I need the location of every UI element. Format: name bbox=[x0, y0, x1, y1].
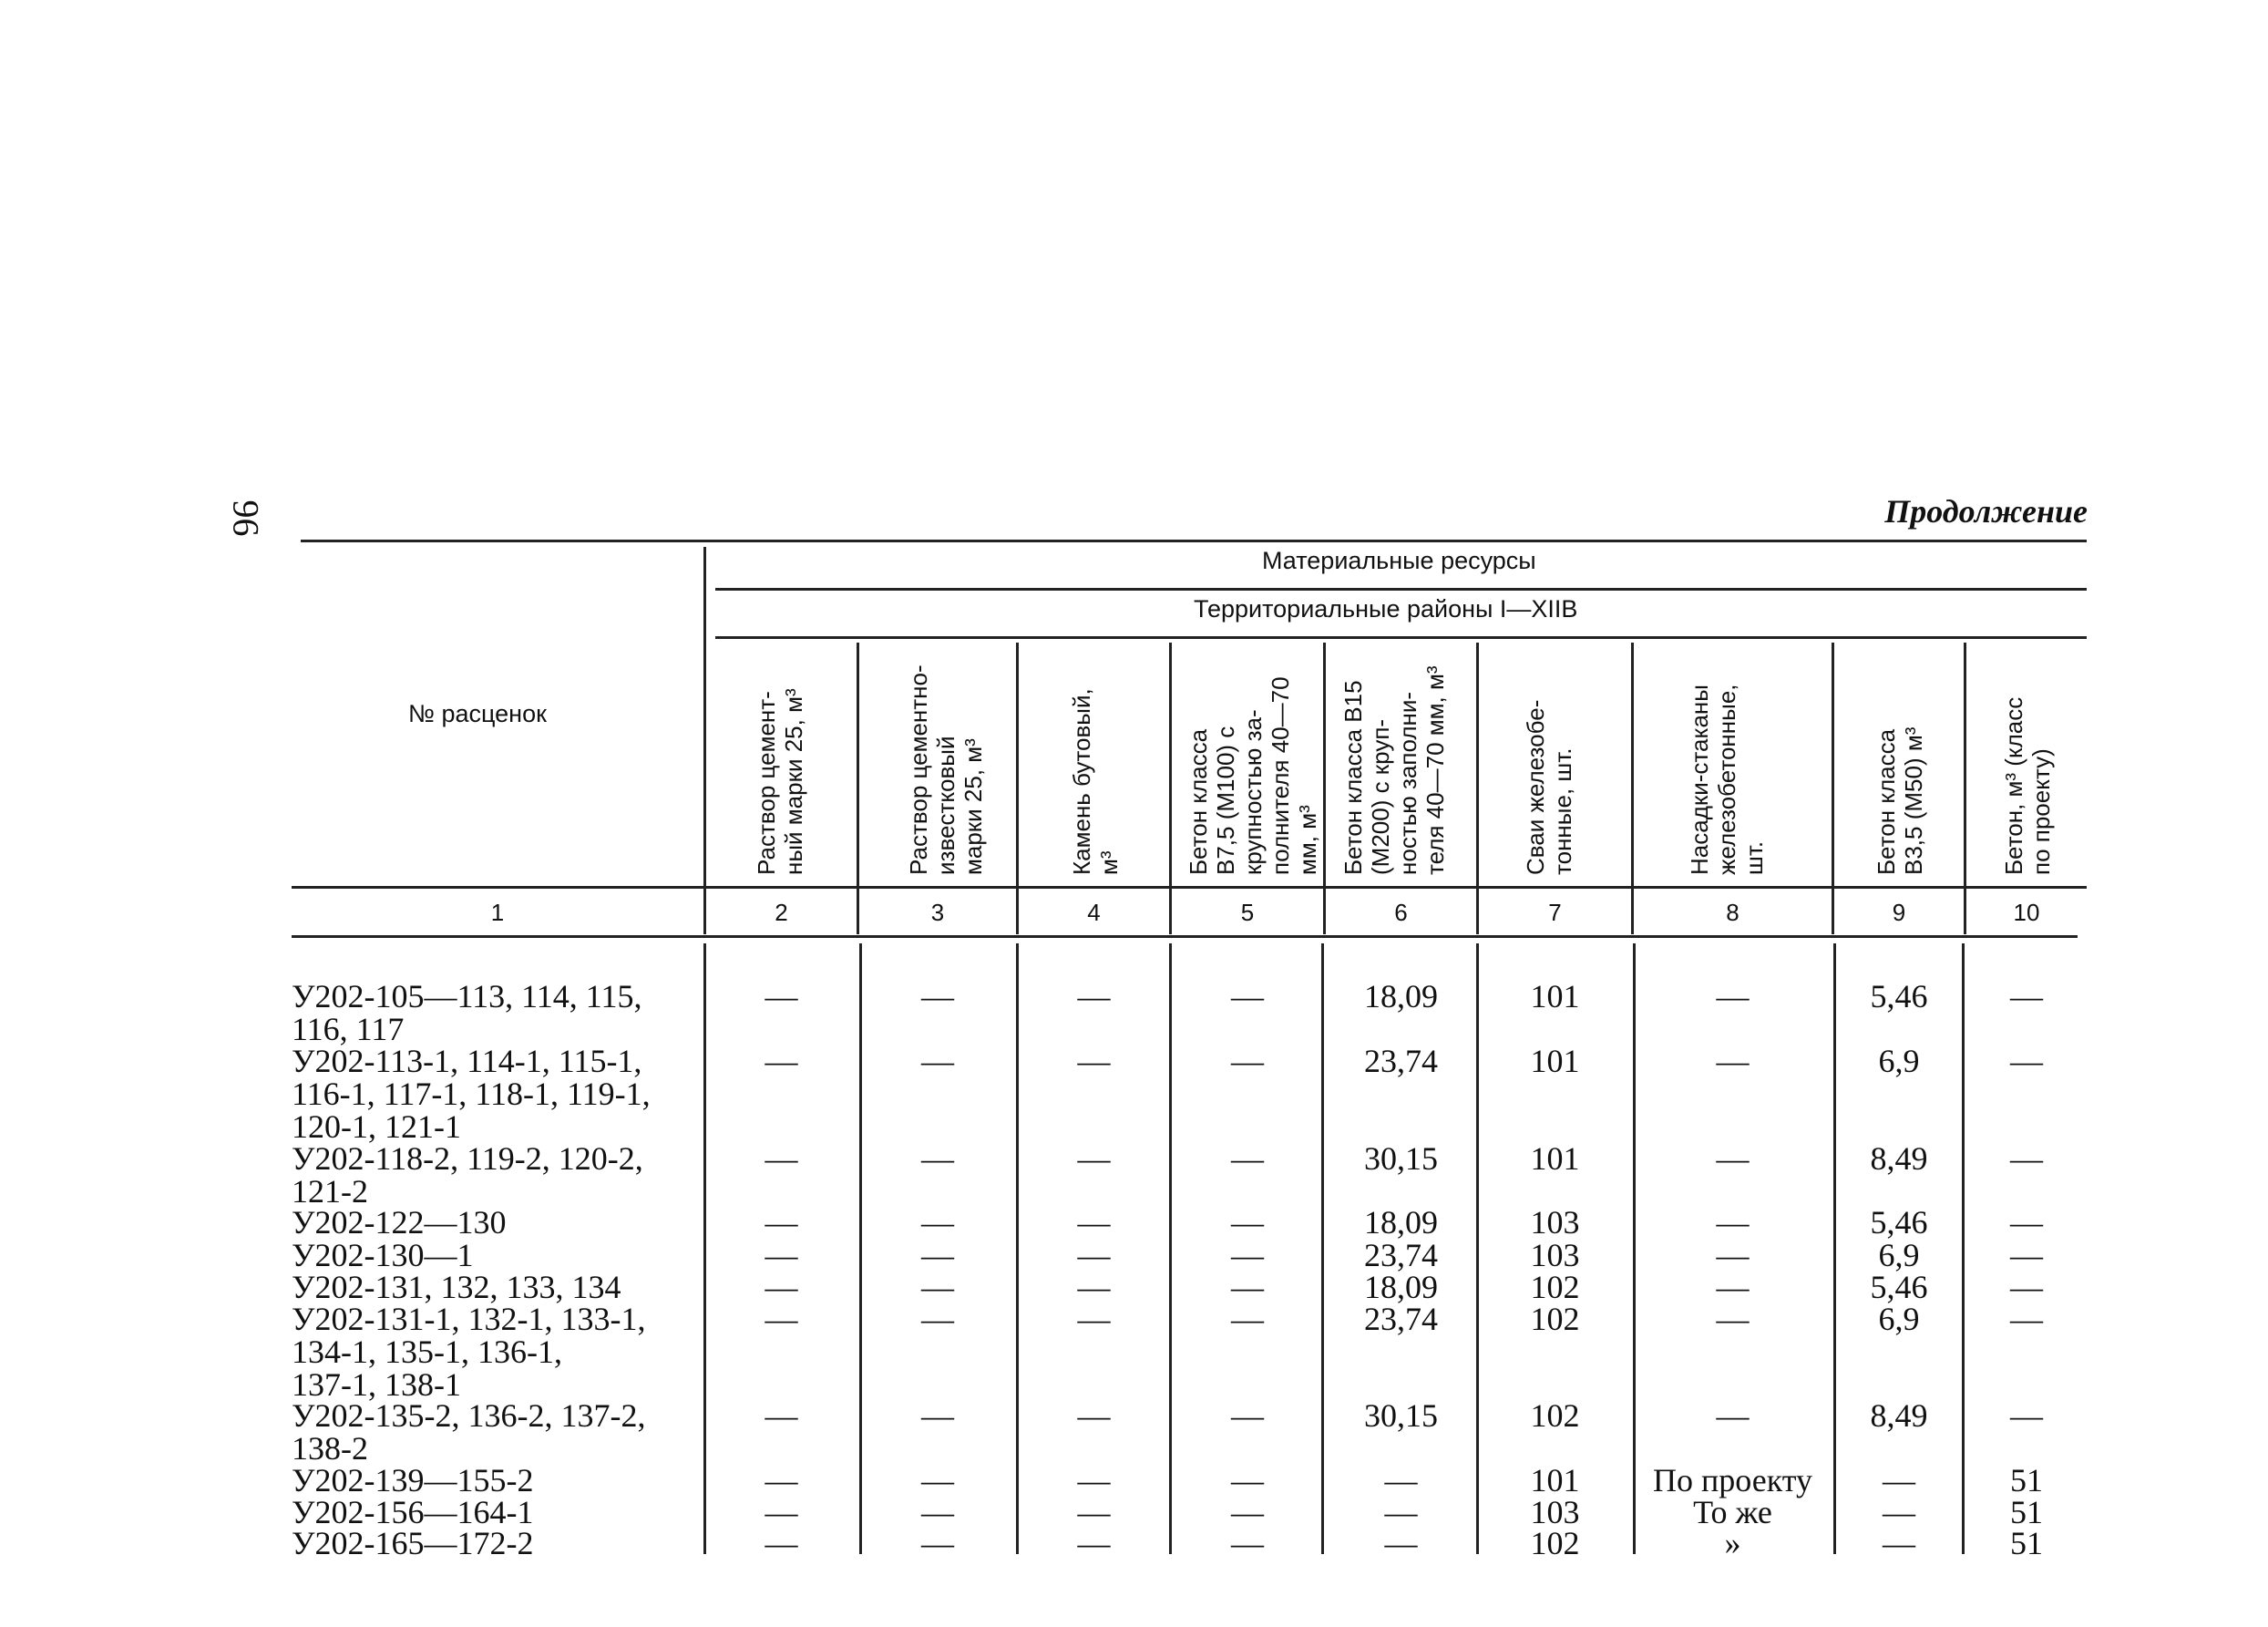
col-number-3: 3 bbox=[930, 899, 945, 926]
rate-code: У202-105—113, 114, 115, 116, 117 bbox=[292, 978, 642, 1047]
cell-c3: — bbox=[921, 1462, 954, 1498]
col-header-10: Бетон, м³ (класс по проекту) bbox=[2000, 696, 2055, 875]
cell-c7: 101 bbox=[1530, 1140, 1580, 1177]
continued-label: Продолжение bbox=[1884, 493, 2088, 530]
cell-c5: — bbox=[1231, 1269, 1264, 1305]
cell-c8: — bbox=[1716, 1237, 1750, 1273]
header-divider-1 bbox=[703, 547, 706, 934]
cell-c2: — bbox=[765, 1269, 798, 1305]
col-header-2: Раствор цемент- ный марки 25, м³ bbox=[753, 688, 807, 875]
col-number-6: 6 bbox=[1394, 899, 1408, 926]
cell-c10: 51 bbox=[2010, 1494, 2043, 1530]
rate-code: У202-113-1, 114-1, 115-1, 116-1, 117-1, 118-1, 119-1, 120-1, 121-1 bbox=[292, 1043, 651, 1145]
cell-c8: — bbox=[1716, 1301, 1750, 1337]
cell-c5: — bbox=[1231, 1494, 1264, 1530]
cell-c10: — bbox=[2010, 978, 2043, 1014]
cell-c9: 6,9 bbox=[1878, 1043, 1920, 1079]
cell-c4: — bbox=[1077, 1140, 1111, 1177]
cell-c9: — bbox=[1883, 1525, 1915, 1561]
col-header-9: Бетон класса В3,5 (М50) м³ bbox=[1873, 726, 1927, 875]
col-number-5: 5 bbox=[1240, 899, 1255, 926]
cell-c4: — bbox=[1077, 1525, 1111, 1561]
cell-c8: — bbox=[1716, 1397, 1750, 1434]
header-divider-4 bbox=[1169, 643, 1172, 934]
cell-c6: 30,15 bbox=[1364, 1140, 1438, 1177]
column-number-rule bbox=[292, 935, 2078, 938]
col-header-5: Бетон класса B7,5 (М100) с крупностью за- полнителя 40—70 мм, м³ bbox=[1185, 676, 1321, 875]
cell-c10: — bbox=[2010, 1237, 2043, 1273]
cell-c9: 5,46 bbox=[1870, 1204, 1928, 1241]
cell-c5: — bbox=[1231, 1043, 1264, 1079]
cell-c8: — bbox=[1716, 1043, 1750, 1079]
cell-c4: — bbox=[1077, 1204, 1111, 1241]
cell-c4: — bbox=[1077, 1237, 1111, 1273]
cell-c7: 103 bbox=[1530, 1494, 1580, 1530]
material-resources-rule bbox=[715, 588, 2087, 591]
cell-c6: 18,09 bbox=[1364, 978, 1438, 1014]
rate-code: У202-131-1, 132-1, 133-1, 134-1, 135-1, 136-1, 137-1, 138-1 bbox=[292, 1301, 646, 1403]
cell-c2: — bbox=[765, 1301, 798, 1337]
cell-c5: — bbox=[1231, 1237, 1264, 1273]
cell-c7: 102 bbox=[1530, 1525, 1580, 1561]
rate-code: У202-135-2, 136-2, 137-2, 138-2 bbox=[292, 1397, 646, 1467]
cell-c2: — bbox=[765, 1043, 798, 1079]
cell-c7: 102 bbox=[1530, 1301, 1580, 1337]
cell-c10: 51 bbox=[2010, 1525, 2043, 1561]
header-territorial-districts: Территориальные районы I—XIIВ bbox=[1194, 595, 1578, 623]
cell-c2: — bbox=[765, 1140, 798, 1177]
column-header-rule bbox=[292, 886, 2087, 889]
cell-c6: 18,09 bbox=[1364, 1204, 1438, 1241]
cell-c2: — bbox=[765, 1237, 798, 1273]
cell-c10: — bbox=[2010, 1269, 2043, 1305]
page-number: 96 bbox=[225, 499, 267, 537]
rate-code: У202-130—1 bbox=[292, 1237, 474, 1273]
header-divider-8 bbox=[1832, 643, 1834, 934]
cell-c8: — bbox=[1716, 978, 1750, 1014]
cell-c2: — bbox=[765, 978, 798, 1014]
cell-c5: — bbox=[1231, 1204, 1264, 1241]
cell-c10: — bbox=[2010, 1043, 2043, 1079]
cell-c3: — bbox=[921, 1237, 954, 1273]
cell-c4: — bbox=[1077, 978, 1111, 1014]
header-rate-numbers: № расценок bbox=[408, 700, 547, 727]
cell-c10: — bbox=[2010, 1140, 2043, 1177]
rate-code: У202-156—164-1 bbox=[292, 1494, 534, 1530]
col-number-7: 7 bbox=[1548, 899, 1562, 926]
col-number-4: 4 bbox=[1087, 899, 1101, 926]
header-divider-3 bbox=[1016, 643, 1019, 934]
col-number-2: 2 bbox=[775, 899, 788, 926]
cell-c10: — bbox=[2010, 1397, 2043, 1434]
cell-c7: 103 bbox=[1530, 1237, 1580, 1273]
cell-c9: — bbox=[1883, 1494, 1915, 1530]
cell-c6: 30,15 bbox=[1364, 1397, 1438, 1434]
cell-c7: 101 bbox=[1530, 1462, 1580, 1498]
cell-c6: 23,74 bbox=[1364, 1301, 1438, 1337]
cell-c6: — bbox=[1384, 1462, 1418, 1498]
rate-code: У202-118-2, 119-2, 120-2, 121-2 bbox=[292, 1140, 643, 1210]
header-divider-6 bbox=[1476, 643, 1479, 934]
header-divider-9 bbox=[1964, 643, 1966, 934]
cell-c3: — bbox=[921, 1140, 954, 1177]
cell-c5: — bbox=[1231, 1397, 1264, 1434]
cell-c4: — bbox=[1077, 1043, 1111, 1079]
cell-c3: — bbox=[921, 978, 954, 1014]
col-number-8: 8 bbox=[1726, 899, 1739, 926]
header-divider-5 bbox=[1323, 643, 1326, 934]
rate-code: У202-122—130 bbox=[292, 1204, 507, 1241]
cell-c2: — bbox=[765, 1525, 798, 1561]
cell-c7: 102 bbox=[1530, 1397, 1580, 1434]
cell-c4: — bbox=[1077, 1462, 1111, 1498]
col-header-4: Камень бутовый, м³ bbox=[1068, 688, 1123, 875]
cell-c4: — bbox=[1077, 1494, 1111, 1530]
cell-c3: — bbox=[921, 1269, 954, 1305]
col-header-8: Насадки-стаканы железобетонные, шт. bbox=[1686, 684, 1768, 875]
cell-c2: — bbox=[765, 1397, 798, 1434]
cell-c6: 23,74 bbox=[1364, 1237, 1438, 1273]
cell-c3: — bbox=[921, 1397, 954, 1434]
cell-c5: — bbox=[1231, 1140, 1264, 1177]
cell-c3: — bbox=[921, 1301, 954, 1337]
cell-c9: 8,49 bbox=[1870, 1140, 1928, 1177]
cell-c4: — bbox=[1077, 1397, 1111, 1434]
col-number-10: 10 bbox=[2013, 899, 2040, 926]
cell-c4: — bbox=[1077, 1269, 1111, 1305]
cell-c8: — bbox=[1716, 1269, 1750, 1305]
rate-code: У202-165—172-2 bbox=[292, 1525, 534, 1561]
header-divider-7 bbox=[1631, 643, 1634, 934]
cell-c7: 103 bbox=[1530, 1204, 1580, 1241]
rate-code: У202-131, 132, 133, 134 bbox=[292, 1269, 621, 1305]
header-divider-2 bbox=[857, 643, 859, 934]
cell-c8: — bbox=[1716, 1140, 1750, 1177]
cell-c5: — bbox=[1231, 1462, 1264, 1498]
cell-c7: 101 bbox=[1530, 978, 1580, 1014]
cell-c6: 18,09 bbox=[1364, 1269, 1438, 1305]
cell-c10: — bbox=[2010, 1204, 2043, 1241]
cell-c3: — bbox=[921, 1494, 954, 1530]
cell-c5: — bbox=[1231, 1301, 1264, 1337]
cell-c6: — bbox=[1384, 1494, 1418, 1530]
header-material-resources: Материальные ресурсы bbox=[1262, 547, 1536, 574]
cell-c9: 6,9 bbox=[1878, 1301, 1920, 1337]
col-number-1: 1 bbox=[490, 899, 505, 926]
cell-c4: — bbox=[1077, 1301, 1111, 1337]
cell-c7: 102 bbox=[1530, 1269, 1580, 1305]
cell-c8: » bbox=[1724, 1525, 1741, 1561]
cell-c9: 8,49 bbox=[1870, 1397, 1928, 1434]
col-header-6: Бетон класса В15 (М200) с круп- ностью заполни- теля 40—70 мм, м³ bbox=[1339, 665, 1449, 875]
cell-c6: 23,74 bbox=[1364, 1043, 1438, 1079]
cell-c3: — bbox=[921, 1043, 954, 1079]
territorial-rule bbox=[715, 636, 2087, 639]
cell-c9: — bbox=[1883, 1462, 1915, 1498]
cell-c2: — bbox=[765, 1204, 798, 1241]
cell-c9: 6,9 bbox=[1878, 1237, 1920, 1273]
cell-c10: 51 bbox=[2010, 1462, 2043, 1498]
cell-c5: — bbox=[1231, 978, 1264, 1014]
cell-c9: 5,46 bbox=[1870, 978, 1928, 1014]
cell-c8: По проекту bbox=[1653, 1462, 1812, 1498]
cell-c5: — bbox=[1231, 1525, 1264, 1561]
rate-code: У202-139—155-2 bbox=[292, 1462, 534, 1498]
cell-c7: 101 bbox=[1530, 1043, 1580, 1079]
col-header-3: Раствор цементно- известковый марки 25, м³ bbox=[905, 664, 987, 875]
cell-c2: — bbox=[765, 1494, 798, 1530]
col-number-9: 9 bbox=[1892, 899, 1906, 926]
cell-c8: То же bbox=[1693, 1494, 1772, 1530]
cell-c10: — bbox=[2010, 1301, 2043, 1337]
cell-c2: — bbox=[765, 1462, 798, 1498]
cell-c3: — bbox=[921, 1525, 954, 1561]
cell-c8: — bbox=[1716, 1204, 1750, 1241]
cell-c9: 5,46 bbox=[1870, 1269, 1928, 1305]
cell-c3: — bbox=[921, 1204, 954, 1241]
cell-c6: — bbox=[1384, 1525, 1418, 1561]
table-top-rule bbox=[301, 540, 2087, 542]
col-header-7: Сваи железобе- тонные, шт. bbox=[1522, 699, 1576, 875]
